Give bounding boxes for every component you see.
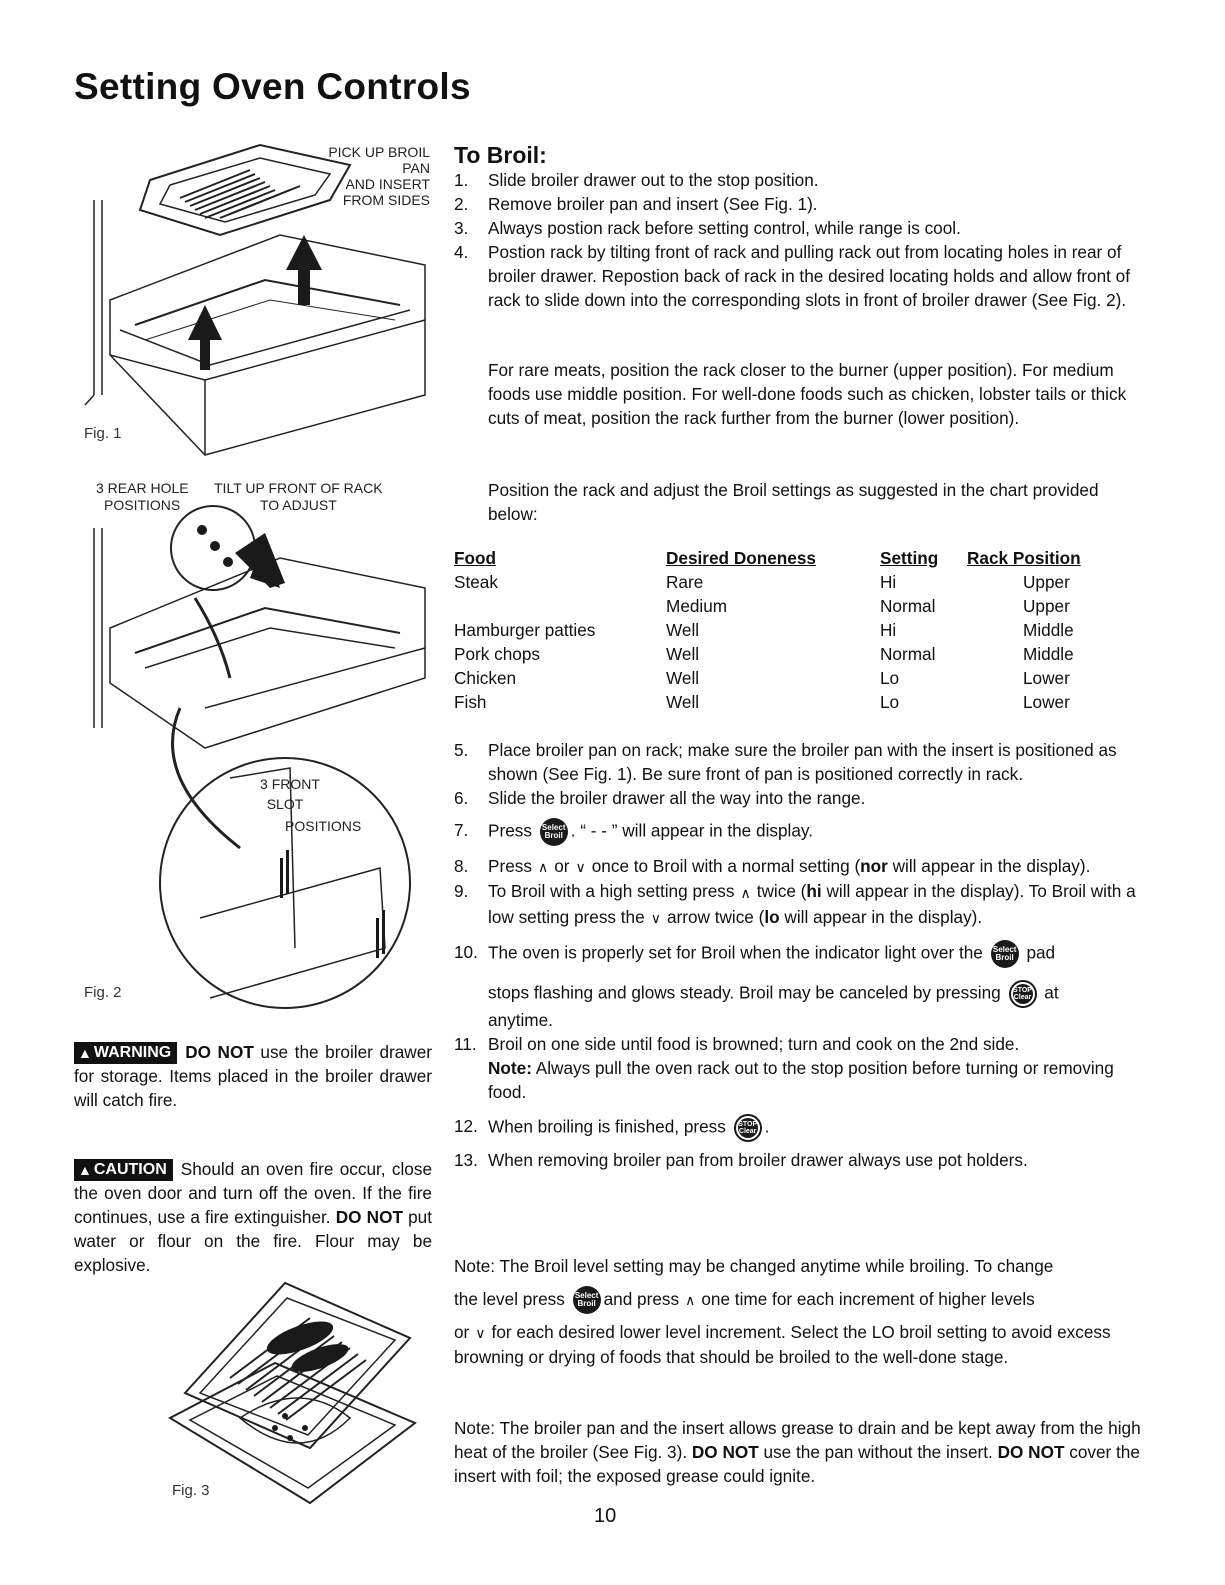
step-10: 10. The oven is properly set for Broil when the indicator light over the Select Broil pad xyxy=(454,940,1144,968)
col-header-doneness: Desired Doneness xyxy=(666,548,816,568)
note-broil-level-cont: or ∨ for each desired lower level increment. Select the LO broil setting to avoid excess browning or drying of foods that should be broiled to the well-done stage. xyxy=(454,1322,1111,1368)
caution-text-1: Should an oven fire occur, close the oven door and turn off the oven. If the fire continues, use a fire extinguisher. xyxy=(74,1159,432,1228)
fig2-caption: Fig. 2 xyxy=(84,984,122,1001)
down-arrow-icon: ∨ xyxy=(475,1325,486,1342)
warning-text: use the broiler drawer for storage. Items placed in the broiler drawer will catch fire. xyxy=(74,1042,432,1111)
broil-chart-table xyxy=(454,548,1107,716)
table-row: Pork chops Well Normal Middle xyxy=(454,644,1074,664)
table-row: Steak Rare Hi Upper xyxy=(454,572,1070,592)
note-broiler-pan: Note: The broiler pan and the insert allows grease to drain and be kept away from the high heat of the broiler (See Fig. 3). DO NOT use the pan without the insert. DO NOT cover the insert with foil; the exposed grease could ignite. xyxy=(454,1418,1141,1486)
fig2-label-rear-1: 3 REAR HOLE xyxy=(96,480,189,496)
down-arrow-icon: ∨ xyxy=(650,910,661,927)
select-broil-pad-icon: Select Broil xyxy=(540,818,568,846)
up-arrow-icon: ∧ xyxy=(685,1291,696,1308)
step-11: 11. Broil on one side until food is browned; turn and cook on the 2nd side. Note: Always pull the oven rack out to the stop position before turning or removing food. xyxy=(454,1034,1114,1103)
step-8: 8. Press ∧ or ∨ once to Broil with a normal setting (nor will appear in the display). xyxy=(454,854,1144,879)
step-13: 13. When removing broiler pan from broiler drawer always use pot holders. xyxy=(454,1150,1028,1171)
step-2: 2. Remove broiler pan and insert (See Fig. 1). xyxy=(454,194,818,214)
warning-block xyxy=(74,1040,432,1112)
step-9: 9. To Broil with a high setting press ∧ twice (hi will appear in the display). To Broil with a low setting press the ∨ arrow twice (lo will appear in the display). xyxy=(454,879,1144,930)
figure-2 xyxy=(80,478,440,1018)
fig2-label-front-2: SLOT xyxy=(266,796,304,812)
figure-3 xyxy=(150,1278,430,1508)
section-heading-to-broil: To Broil: xyxy=(454,142,547,168)
col-header-food: Food xyxy=(454,548,496,568)
step-5: 5. Place broiler pan on rack; make sure the broiler pan with the insert is positioned as shown (See Fig. 1). Be sure front of pan is positioned correctly in rack. xyxy=(454,740,1117,784)
warning-lead: DO NOT xyxy=(185,1042,254,1062)
step-7: 7. Press Select Broil . “ - - ” will appear in the display. xyxy=(454,818,1144,846)
caution-text-2: put water or flour on the fire. Flour may be explosive. xyxy=(74,1207,432,1276)
caution-triangle-icon: ▲ xyxy=(78,1162,92,1179)
caution-block xyxy=(74,1157,432,1277)
stop-clear-pad-icon: STOP Clear xyxy=(1009,980,1037,1008)
step-12: 12. When broiling is finished, press STOP Clear . xyxy=(454,1114,1144,1142)
fig2-label-tilt-2: TO ADJUST xyxy=(260,497,337,513)
paragraph-rare-meats: For rare meats, position the rack closer to the burner (upper position). For medium foods use middle position. For well-done foods such as chicken, lobster tails or thick cuts of meat, position the rack further from the burner (lower position). xyxy=(488,360,1127,428)
page-title: Setting Oven Controls xyxy=(74,66,471,107)
stop-clear-pad-icon: STOP Clear xyxy=(734,1114,762,1142)
warning-triangle-icon: ▲ xyxy=(78,1045,92,1062)
fig2-label-front-1: 3 FRONT xyxy=(260,776,320,792)
fig2-label-rear-2: POSITIONS xyxy=(104,497,181,513)
warning-badge: ▲ WARNING xyxy=(74,1042,177,1064)
steps-list-a xyxy=(454,168,1144,312)
broiler-pan-illustration xyxy=(150,1278,430,1508)
caution-badge: ▲ CAUTION xyxy=(74,1159,173,1181)
fig1-label-line3: FROM SIDES xyxy=(342,192,430,208)
col-header-rack-position: Rack Position xyxy=(967,548,1081,568)
fig2-label-tilt-1: TILT UP FRONT OF RACK xyxy=(214,480,383,496)
broil-chart-header-row xyxy=(454,548,1107,572)
page-number: 10 xyxy=(594,1505,617,1527)
step-6: 6. Slide the broiler drawer all the way into the range. xyxy=(454,788,866,808)
step-1: 1. Slide broiler drawer out to the stop position. xyxy=(454,170,819,190)
paragraph-position-rack: Position the rack and adjust the Broil settings as suggested in the chart provided below: xyxy=(488,480,1099,524)
table-row: Medium Normal Upper xyxy=(666,596,1070,616)
fig3-caption: Fig. 3 xyxy=(172,1482,210,1499)
up-arrow-icon: ∧ xyxy=(537,859,549,876)
table-row: Fish Well Lo Lower xyxy=(454,692,1070,712)
down-arrow-icon: ∨ xyxy=(575,859,586,876)
select-broil-pad-icon: Select Broil xyxy=(573,1286,601,1314)
figure-1 xyxy=(80,140,440,460)
rack-position-illustration xyxy=(80,478,440,1018)
step-3: 3. Always postion rack before setting control, while range is cool. xyxy=(454,218,961,238)
col-header-setting: Setting xyxy=(880,548,939,568)
fig1-caption: Fig. 1 xyxy=(84,425,122,442)
note-broil-level: Note: The Broil level setting may be changed anytime while broiling. To change the level press Select Broil and press ∧ one time for each increment of higher levels xyxy=(454,1250,1144,1317)
caution-lead: DO NOT xyxy=(335,1207,403,1228)
step-10-continued: stops flashing and glows steady. Broil may be canceled by pressing STOP Clear at anytime. xyxy=(454,980,1144,1032)
fig1-label-line1: PICK UP BROIL PAN xyxy=(328,144,430,176)
table-row: Hamburger patties Well Hi Middle xyxy=(454,620,1074,640)
table-row: Chicken Well Lo Lower xyxy=(454,668,1070,688)
select-broil-pad-icon: Select Broil xyxy=(991,940,1019,968)
steps-list-b xyxy=(454,738,1144,1172)
step-4: 4. Postion rack by tilting front of rack and pulling rack out from locating holes in rear of broiler drawer. Repostion back of rack in the desired locating holds and allow front of rack to slide down into the corresponding slots in front of broiler drawer (See Fig. 2). xyxy=(454,242,1131,310)
up-arrow-icon: ∧ xyxy=(740,884,751,901)
fig2-label-front-3: POSITIONS xyxy=(285,818,362,834)
fig1-label-line2: AND INSERT xyxy=(345,176,430,192)
